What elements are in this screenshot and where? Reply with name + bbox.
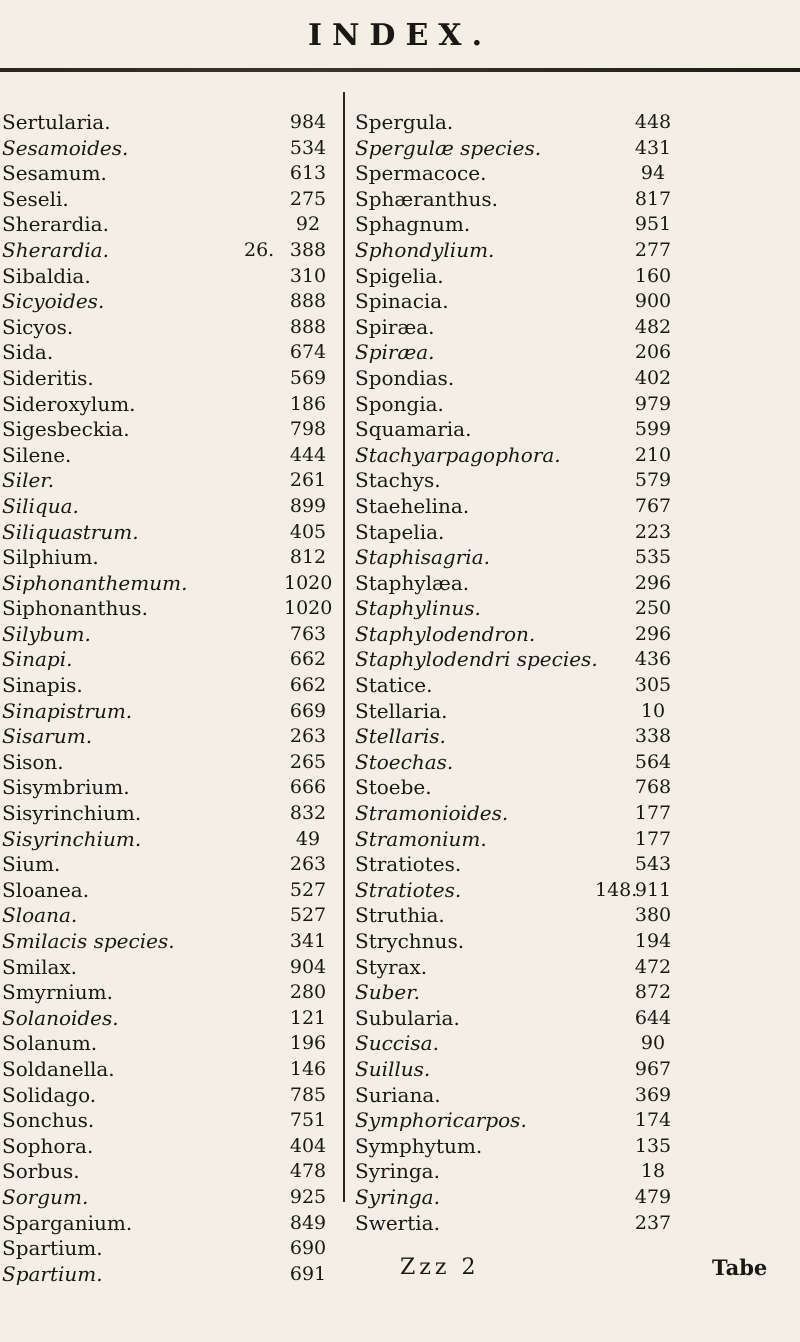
entry-page-number: 472: [634, 955, 672, 978]
entry-page-number: 691: [289, 1262, 327, 1285]
index-entry: [2, 136, 337, 162]
entry-page-number: 564: [634, 750, 672, 773]
entry-page-number: 899: [289, 494, 327, 517]
index-entry: [355, 929, 715, 955]
entry-name: Suillus.: [355, 1056, 431, 1081]
index-entry: [2, 392, 337, 418]
entry-name: Sisyrinchium.: [2, 801, 142, 826]
entry-name: Sisyrinchium.: [2, 826, 142, 851]
index-entry: [2, 443, 337, 469]
index-entry: [355, 110, 715, 136]
catchword: Tabe: [712, 1255, 768, 1280]
entry-page-number: 135: [634, 1134, 672, 1157]
entry-name: Symphoricarpos.: [355, 1108, 527, 1133]
entry-name: Sibaldia.: [2, 263, 91, 288]
entry-page-number: 925: [289, 1185, 327, 1208]
entry-name: Smyrnium.: [2, 980, 114, 1005]
column-divider: [343, 92, 345, 1202]
entry-page-number: 237: [634, 1211, 672, 1234]
entry-page-number: 177: [634, 827, 672, 850]
entry-page-number: 674: [289, 341, 327, 364]
index-entry: [355, 468, 715, 494]
entry-page-number: 265: [289, 750, 327, 773]
entry-page-number: 785: [289, 1083, 327, 1106]
entry-name: Spongia.: [355, 391, 444, 416]
entry-page-number: 160: [634, 264, 672, 287]
index-entry: [2, 417, 337, 443]
page-title: INDEX.: [307, 18, 493, 53]
entry-name: Spermacoce.: [355, 161, 487, 186]
entry-name: Suriana.: [355, 1082, 441, 1107]
entry-page-number: 479: [634, 1185, 672, 1208]
entry-name: Staehelina.: [355, 493, 470, 518]
index-entry: [355, 1185, 715, 1211]
entry-page-number: 812: [289, 546, 327, 569]
entry-page-prefix: 148.: [595, 878, 638, 901]
index-entry: [2, 1006, 337, 1032]
entry-name: Sonchus.: [2, 1108, 95, 1133]
entry-page-number: 49: [295, 827, 321, 850]
index-entry: [355, 289, 715, 315]
entry-page-number: 277: [634, 238, 672, 261]
entry-name: Spergulæ species.: [355, 135, 542, 160]
entry-name: Spondias.: [355, 365, 455, 390]
index-entry: [355, 1006, 715, 1032]
entry-page-number: 177: [634, 802, 672, 825]
index-entry: [355, 366, 715, 392]
entry-name: Sloana.: [2, 903, 78, 928]
entry-page-number: 849: [289, 1211, 327, 1234]
index-entry: [2, 187, 337, 213]
entry-name: Subularia.: [355, 1005, 460, 1030]
index-entry: [2, 827, 337, 853]
entry-page-number: 280: [289, 981, 327, 1004]
entry-page-number: 263: [289, 853, 327, 876]
index-entry: [355, 264, 715, 290]
entry-name: Sherardia.: [2, 237, 109, 262]
header-rule: [0, 68, 800, 72]
entry-page-number: 1020: [284, 597, 333, 620]
index-entry: [355, 622, 715, 648]
entry-name: Spiræa.: [355, 340, 435, 365]
entry-name: Staphylodendri species.: [355, 647, 598, 672]
entry-page-number: 767: [634, 494, 672, 517]
index-entry: [355, 161, 715, 187]
entry-name: Sicyos.: [2, 314, 74, 339]
index-entry: [355, 1083, 715, 1109]
entry-page-number: 296: [634, 571, 672, 594]
entry-page-number: 338: [634, 725, 672, 748]
index-entry: [2, 110, 337, 136]
entry-name: Statice.: [355, 673, 433, 698]
index-entry: [2, 1262, 337, 1288]
index-entry: [2, 340, 337, 366]
index-entry: [355, 187, 715, 213]
index-entry: [2, 878, 337, 904]
entry-name: Staphylinus.: [355, 596, 481, 621]
index-entry: [2, 699, 337, 725]
signature-mark: Zzz 2: [400, 1255, 480, 1280]
index-entry: [355, 724, 715, 750]
entry-name: Sinapistrum.: [2, 698, 133, 723]
entry-page-number: 644: [634, 1006, 672, 1029]
entry-page-number: 768: [634, 776, 672, 799]
entry-name: Smilax.: [2, 954, 78, 979]
entry-name: Siphonanthemum.: [2, 570, 188, 595]
index-entry: [2, 929, 337, 955]
index-entry: [2, 724, 337, 750]
index-entry: [2, 238, 337, 264]
index-entry: [355, 1159, 715, 1185]
entry-page-number: 10: [640, 699, 666, 722]
index-entry: [355, 1057, 715, 1083]
index-entry: [2, 1057, 337, 1083]
entry-name: Styrax.: [355, 954, 428, 979]
entry-name: Siler.: [2, 468, 55, 493]
entry-page-number: 263: [289, 725, 327, 748]
index-entry: [355, 1134, 715, 1160]
entry-name: Sphagnum.: [355, 212, 471, 237]
index-entry: [2, 647, 337, 673]
entry-name: Stramonioides.: [355, 801, 509, 826]
entry-page-number: 967: [634, 1057, 672, 1080]
entry-page-number: 223: [634, 520, 672, 543]
index-entry: [2, 980, 337, 1006]
entry-page-number: 431: [634, 136, 672, 159]
entry-name: Seseli.: [2, 186, 69, 211]
index-entry: [2, 468, 337, 494]
index-entry: [2, 494, 337, 520]
entry-page-number: 599: [634, 418, 672, 441]
index-entry: [355, 1031, 715, 1057]
index-entry: [2, 1083, 337, 1109]
entry-name: Sigesbeckia.: [2, 417, 130, 442]
entry-page-number: 448: [634, 111, 672, 133]
entry-page-number: 196: [289, 1032, 327, 1055]
entry-name: Stoebe.: [355, 775, 432, 800]
entry-name: Sertularia.: [2, 110, 111, 134]
entry-name: Sophora.: [2, 1133, 94, 1158]
index-entry: [2, 1134, 337, 1160]
index-entry: [2, 775, 337, 801]
entry-page-number: 310: [289, 264, 327, 287]
index-entry: [355, 443, 715, 469]
entry-page-number: 250: [634, 597, 672, 620]
entry-name: Silphium.: [2, 545, 99, 570]
entry-name: Strychnus.: [355, 929, 465, 953]
entry-name: Sherardia.: [2, 212, 109, 237]
entry-name: Symphytum.: [355, 1133, 483, 1158]
entry-name: Sida.: [2, 340, 54, 365]
entry-page-number: 888: [289, 315, 327, 338]
entry-page-number: 369: [634, 1083, 672, 1106]
index-entry: [2, 1236, 337, 1262]
entry-page-number: 478: [289, 1160, 327, 1183]
entry-page-number: 436: [634, 648, 672, 671]
index-entry: [355, 520, 715, 546]
entry-page-number: 569: [289, 366, 327, 389]
entry-page-number: 690: [289, 1237, 327, 1260]
entry-name: Solanum.: [2, 1031, 98, 1056]
entry-page-number: 444: [289, 443, 327, 466]
index-entry: [355, 238, 715, 264]
entry-page-number: 341: [289, 930, 327, 952]
index-entry: [2, 1108, 337, 1134]
entry-name: Staphylodendron.: [355, 621, 536, 646]
entry-name: Stoechas.: [355, 749, 454, 774]
entry-name: Silene.: [2, 442, 72, 467]
index-entry: [355, 852, 715, 878]
entry-page-number: 662: [289, 648, 327, 671]
entry-name: Struthia.: [355, 903, 445, 928]
index-entry: [2, 1031, 337, 1057]
index-entry: [2, 289, 337, 315]
entry-page-number: 904: [289, 955, 327, 978]
entry-name: Soldanella.: [2, 1056, 115, 1081]
right-column: [355, 110, 715, 1236]
entry-page-number: 146: [289, 1057, 327, 1080]
entry-page-number: 832: [289, 802, 327, 825]
index-entry: [355, 647, 715, 673]
entry-page-number: 121: [289, 1006, 327, 1029]
index-entry: [2, 955, 337, 981]
index-entry: [355, 417, 715, 443]
index-entry: [2, 545, 337, 571]
entry-name: Sideritis.: [2, 365, 94, 390]
entry-name: Suber.: [355, 980, 420, 1005]
entry-page-number: 984: [289, 111, 327, 133]
entry-name: Solidago.: [2, 1082, 97, 1107]
entry-page-number: 482: [634, 315, 672, 338]
entry-name: Stratiotes.: [355, 877, 462, 902]
entry-name: Siliqua.: [2, 493, 79, 518]
entry-name: Stachyarpagophora.: [355, 442, 561, 467]
entry-name: Stellaris.: [355, 724, 446, 749]
entry-page-number: 527: [289, 904, 327, 927]
entry-name: Sisarum.: [2, 724, 93, 749]
entry-name: Spiræa.: [355, 314, 435, 339]
entry-name: Syringa.: [355, 1159, 440, 1184]
entry-page-number: 405: [289, 520, 327, 543]
index-entry: [2, 161, 337, 187]
index-entry: [2, 1211, 337, 1237]
entry-name: Sium.: [2, 852, 61, 877]
entry-name: Sison.: [2, 749, 64, 774]
entry-page-number: 872: [634, 981, 672, 1004]
index-entry: [2, 1185, 337, 1211]
entry-name: Siphonanthus.: [2, 596, 148, 621]
entry-page-number: 18: [640, 1160, 666, 1183]
index-entry: [355, 827, 715, 853]
index-entry: [355, 801, 715, 827]
index-entry: [355, 596, 715, 622]
entry-page-number: 261: [289, 469, 327, 492]
entry-page-number: 751: [289, 1109, 327, 1132]
entry-page-number: 669: [289, 699, 327, 722]
index-entry: [355, 699, 715, 725]
entry-name: Solanoides.: [2, 1005, 119, 1030]
index-entry: [355, 494, 715, 520]
index-entry: [355, 212, 715, 238]
entry-name: Spartium.: [2, 1236, 103, 1261]
entry-name: Stellaria.: [355, 698, 448, 723]
entry-name: Stratiotes.: [355, 852, 462, 877]
entry-page-number: 404: [289, 1134, 327, 1157]
entry-page-number: 296: [634, 622, 672, 645]
entry-page-number: 206: [634, 341, 672, 364]
entry-name: Squamaria.: [355, 417, 472, 442]
entry-name: Stachys.: [355, 468, 441, 493]
entry-name: Sphæranthus.: [355, 186, 498, 211]
entry-name: Sicyoides.: [2, 289, 105, 314]
entry-name: Sesamoides.: [2, 135, 129, 160]
entry-page-number: 402: [634, 366, 672, 389]
index-entry: [2, 903, 337, 929]
entry-page-number: 798: [289, 418, 327, 441]
entry-name: Silybum.: [2, 621, 91, 646]
entry-page-number: 534: [289, 136, 327, 159]
entry-name: Staphylæa.: [355, 570, 470, 595]
entry-name: Swertia.: [355, 1210, 440, 1235]
index-entry: [355, 571, 715, 597]
index-entry: [2, 622, 337, 648]
index-entry: [2, 801, 337, 827]
entry-page-number: 194: [634, 930, 672, 952]
index-entry: [355, 955, 715, 981]
index-entry: [2, 315, 337, 341]
index-entry: [2, 673, 337, 699]
entry-page-number: 275: [289, 187, 327, 210]
entry-page-number: 763: [289, 622, 327, 645]
index-entry: [2, 596, 337, 622]
index-entry: [2, 212, 337, 238]
index-entry: [355, 545, 715, 571]
index-entry: [2, 571, 337, 597]
entry-name: Spigelia.: [355, 263, 444, 288]
index-entry: [355, 878, 715, 904]
entry-page-prefix: 26.: [244, 238, 275, 261]
index-entry: [355, 673, 715, 699]
index-entry: [355, 315, 715, 341]
index-entry: [355, 340, 715, 366]
entry-name: Sloanea.: [2, 877, 90, 902]
index-entry: [355, 775, 715, 801]
index-entry: [2, 750, 337, 776]
entry-name: Staphisagria.: [355, 545, 490, 570]
entry-name: Smilacis species.: [2, 929, 175, 953]
entry-page-number: 305: [634, 674, 672, 697]
entry-page-number: 666: [289, 776, 327, 799]
entry-name: Sparganium.: [2, 1210, 133, 1235]
entry-page-number: 951: [634, 213, 672, 236]
entry-name: Siliquastrum.: [2, 519, 139, 544]
entry-name: Sisymbrium.: [2, 775, 130, 800]
entry-name: Spergula.: [355, 110, 454, 134]
entry-name: Stramonium.: [355, 826, 487, 851]
entry-name: Sinapi.: [2, 647, 73, 672]
index-entry: [355, 1211, 715, 1237]
entry-page-number: 543: [634, 853, 672, 876]
entry-page-number: 911: [634, 878, 672, 901]
entry-name: Spinacia.: [355, 289, 449, 314]
entry-name: Sorgum.: [2, 1184, 89, 1209]
entry-page-number: 94: [640, 162, 666, 185]
entry-page-number: 186: [289, 392, 327, 415]
index-entry: [2, 366, 337, 392]
entry-page-number: 527: [289, 878, 327, 901]
index-entry: [2, 520, 337, 546]
entry-name: Sesamum.: [2, 161, 107, 186]
index-entry: [355, 136, 715, 162]
entry-page-number: 1020: [284, 571, 333, 594]
index-entry: [355, 392, 715, 418]
entry-name: Sorbus.: [2, 1159, 80, 1184]
entry-name: Sinapis.: [2, 673, 83, 698]
index-entry: [355, 980, 715, 1006]
entry-page-number: 90: [640, 1032, 666, 1055]
index-entry: [355, 1108, 715, 1134]
entry-page-number: 535: [634, 546, 672, 569]
entry-name: Succisa.: [355, 1031, 439, 1056]
entry-page-number: 888: [289, 290, 327, 313]
entry-name: Sideroxylum.: [2, 391, 136, 416]
index-entry: [355, 903, 715, 929]
entry-page-number: 579: [634, 469, 672, 492]
index-entry: [2, 264, 337, 290]
entry-page-number: 92: [295, 213, 321, 236]
entry-page-number: 817: [634, 187, 672, 210]
entry-page-number: 388: [289, 238, 327, 261]
index-entry: [2, 1159, 337, 1185]
entry-page-number: 662: [289, 674, 327, 697]
entry-name: Stapelia.: [355, 519, 445, 544]
entry-page-number: 900: [634, 290, 672, 313]
entry-name: Sphondylium.: [355, 237, 495, 262]
entry-name: Syringa.: [355, 1184, 440, 1209]
index-entry: [2, 852, 337, 878]
index-entry: [355, 750, 715, 776]
entry-page-number: 979: [634, 392, 672, 415]
entry-page-number: 613: [289, 162, 327, 185]
entry-name: Spartium.: [2, 1261, 103, 1286]
entry-page-number: 174: [634, 1109, 672, 1132]
entry-page-number: 380: [634, 904, 672, 927]
entry-page-number: 210: [634, 443, 672, 466]
left-column: [2, 110, 337, 1287]
